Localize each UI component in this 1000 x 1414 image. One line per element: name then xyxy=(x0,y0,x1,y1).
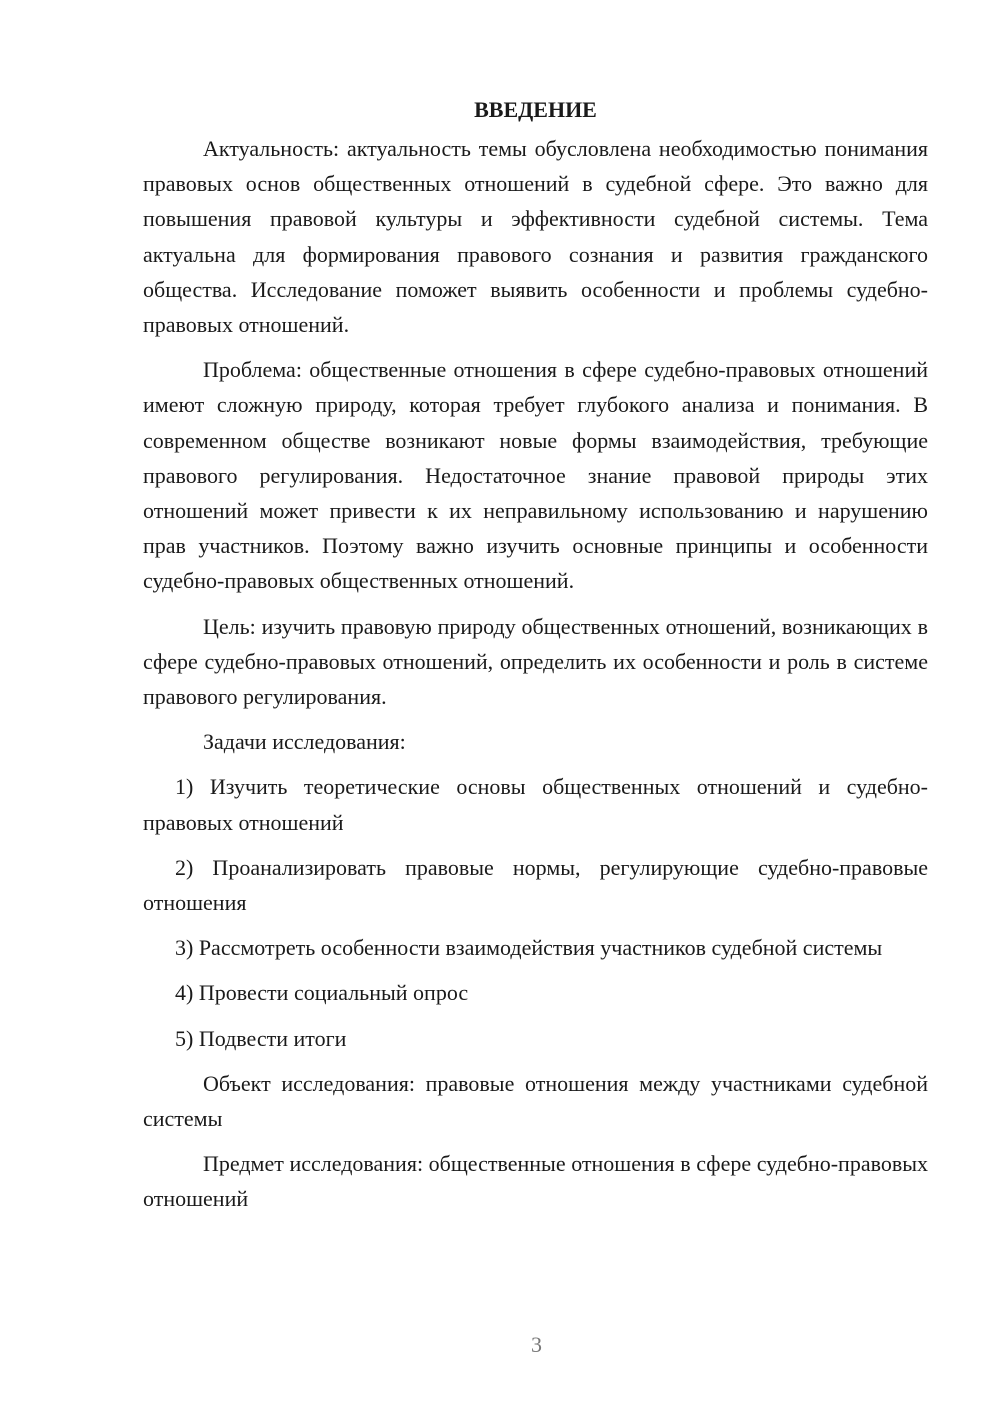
task-item-4: 4) Провести социальный опрос xyxy=(175,980,469,1006)
problem-paragraph: Проблема: общественные отношения в сфере судебно-правовых отношений имеют сложную природу, которая требует глубокого анализа и понимания. В современном обществе возникают новые формы взаимодействия, требующие правового регулирования. Недостаточное знание правовой природы этих отношений может привести к их неправильному использованию и нарушению прав участников. Поэтому важно изучить основные принципы и особенности судебно-правовых общественных отношений. xyxy=(143,357,928,594)
subject-paragraph: Предмет исследования: общественные отношения в сфере судебно-правовых отношений xyxy=(143,1151,928,1212)
object-paragraph: Объект исследования: правовые отношения между участниками судебной системы xyxy=(143,1070,928,1132)
relevance-paragraph: Актуальность: актуальность темы обусловлена необходимостью понимания правовых основ общественных отношений в судебной сфере. Это важно для повышения правовой культуры и эффективности судебной системы. Тема актуальна для формирования правового сознания и развития гражданского общества. Исследование поможет выявить особенности и проблемы судебно-правовых отношений. xyxy=(143,136,928,338)
page-number: 3 xyxy=(531,1332,542,1357)
task-item-3: 3) Рассмотреть особенности взаимодействия участников судебной системы xyxy=(175,935,883,961)
task-item-1: 1) Изучить теоретические основы общественных отношений и судебно-правовых отношений xyxy=(143,774,928,835)
tasks-heading: Задачи исследования: xyxy=(203,729,406,755)
task-item-2: 2) Проанализировать правовые нормы, регулирующие судебно-правовые отношения xyxy=(143,854,928,916)
document-page xyxy=(143,92,928,1227)
task-item-5: 5) Подвести итоги xyxy=(175,1025,347,1051)
goal-paragraph: Цель: изучить правовую природу общественных отношений, возникающих в сфере судебно-правовых отношений, определить их особенности и роль в системе правового регулирования. xyxy=(143,613,928,710)
section-title: ВВЕДЕНИЕ xyxy=(474,97,597,122)
